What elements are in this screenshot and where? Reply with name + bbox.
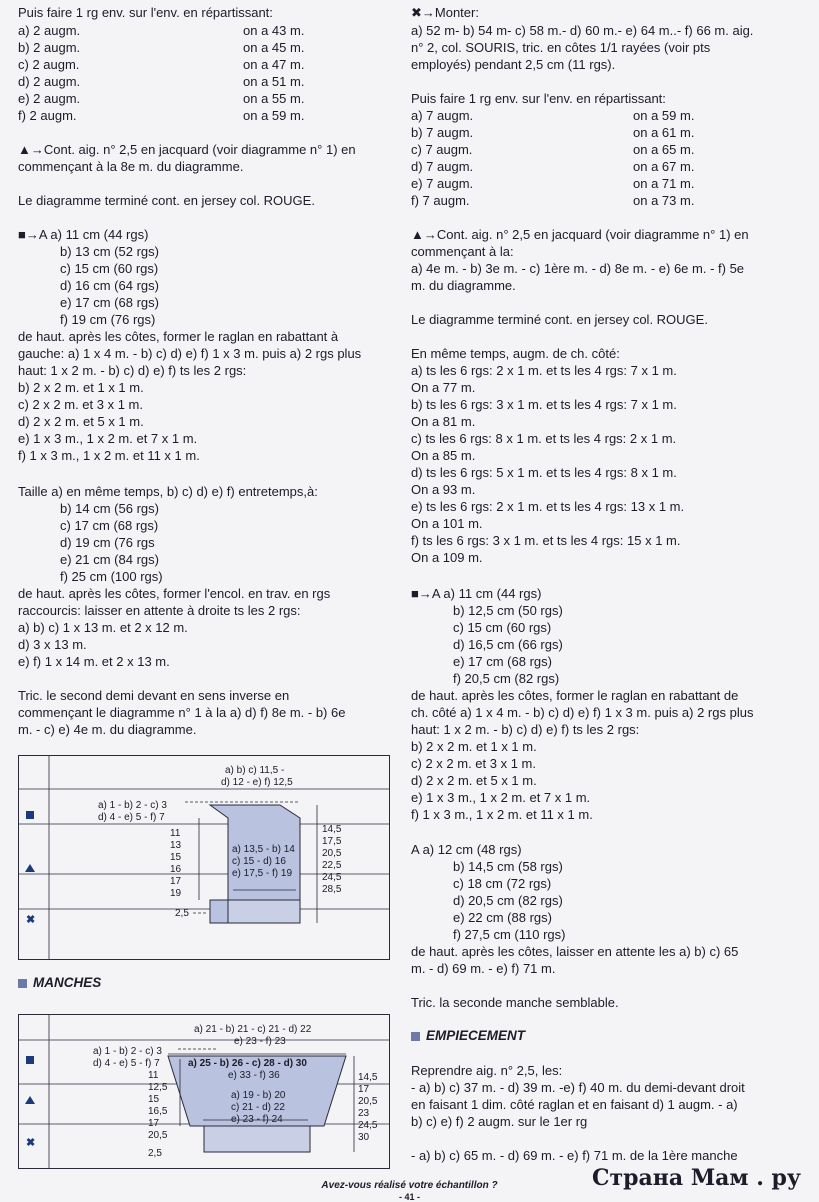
text-line: ▲→Cont. aig. n° 2,5 en jacquard (voir diagramme n° 1) en [411,227,749,242]
text-line: commençant à la: [411,244,514,259]
text-line: a) 52 m- b) 54 m- c) 58 m.- d) 60 m.- e) 64 m..- f) 66 m. aig. [411,23,754,38]
svg-text:✖: ✖ [26,914,36,926]
text-line: b) ts les 6 rgs: 3 x 1 m. et ts les 4 rgs: 7 x 1 m. [411,397,677,412]
text-line: On a 101 m. [411,516,483,531]
text-line: raccourcis: laisser en attente à droite ts les 2 rgs: [18,603,301,618]
text-line: e) ts les 6 rgs: 2 x 1 m. et ts les 4 rgs: 13 x 1 m. [411,499,685,514]
text-line: a) 4e m. - b) 3e m. - c) 1ère m. - d) 8e m. - e) 6e m. - f) 5e [411,261,745,276]
watermark: Страна Мам . ру [592,1165,801,1191]
text-line: Tric. le second demi devant en sens inverse en [18,688,290,703]
text-line: c) 18 cm (72 rgs) [453,876,552,891]
text-line: ■→A a) 11 cm (44 rgs) [411,586,542,601]
text-line: d) 16,5 cm (66 rgs) [453,637,563,652]
front-left-label: a) 1 - b) 2 - c) 3 [98,800,167,811]
text-line: Le diagramme terminé cont. en jersey col. ROUGE. [411,312,708,327]
sleeve-bottom-label: 2,5 [148,1148,162,1159]
text-line: d) 2 x 2 m. et 5 x 1 m. [411,773,537,788]
sleeve-left-label: a) 1 - b) 2 - c) 3 [93,1046,162,1057]
text-line: m. - c) e) 4e m. du diagramme. [18,722,197,737]
text-line: de haut. après les côtes, former l'encol. en trav. en rgs [18,586,331,601]
text-line: c) 2 x 2 m. et 3 x 1 m. [18,397,143,412]
front-top-label: a) b) c) 11,5 - [225,765,285,776]
text-line: f) 7 augm. on a 73 m. [411,193,695,208]
text-line: f) 25 cm (100 rgs) [60,569,163,584]
text-line: c) 15 cm (60 rgs) [60,261,159,276]
text-line: On a 77 m. [411,380,476,395]
text-line: de haut. après les côtes, laisser en attente les a) b) c) 65 [411,944,739,959]
text-line: ch. côté a) 1 x 4 m. - b) c) d) e) f) 1 x 3 m. puis a) 2 rgs plus [411,705,754,720]
text-line: c) 2 x 2 m. et 3 x 1 m. [411,756,536,771]
text-line: m. du diagramme. [411,278,516,293]
text-line: b) 13 cm (52 rgs) [60,244,159,259]
front-height: 17 [170,876,182,887]
sleeve-height: 17 [148,1118,160,1129]
text-line: b) 12,5 cm (50 rgs) [453,603,563,618]
square-bullet-icon [18,979,27,988]
front-right-height: 22,5 [322,860,342,871]
text-line: b) 14,5 cm (58 rgs) [453,859,563,874]
text-line: f) 1 x 3 m., 1 x 2 m. et 11 x 1 m. [411,807,593,822]
front-height: 16 [170,864,182,875]
footer-text: Avez-vous réalisé votre échantillon ? [321,1180,498,1191]
svg-text:✖: ✖ [26,1137,36,1149]
text-line: e) 22 cm (88 rgs) [453,910,552,925]
text-line: Reprendre aig. n° 2,5, les: [411,1063,563,1078]
text-line: f) ts les 6 rgs: 3 x 1 m. et ts les 4 rgs: 15 x 1 m. [411,533,681,548]
text-line: ✖→Monter: [411,5,479,20]
front-bottom-label: 2,5 [175,908,189,919]
section-title-manches: MANCHES [18,975,101,990]
front-schematic [18,755,390,960]
text-line: d) 20,5 cm (82 rgs) [453,893,563,908]
front-height: 19 [170,888,182,899]
text-line: A a) 12 cm (48 rgs) [411,842,522,857]
text-line: commençant le diagramme n° 1 à la a) d) f) 8e m. - b) 6e [18,705,346,720]
text-line: e) 21 cm (84 rgs) [60,552,159,567]
text-line: m. - d) 69 m. - e) f) 71 m. [411,961,556,976]
text-line: employés) pendant 2,5 cm (11 rgs). [411,57,616,72]
text-line: e) 7 augm. on a 71 m. [411,176,695,191]
text-line: a) 2 augm. on a 43 m. [18,23,305,38]
text-line: b) 14 cm (56 rgs) [60,501,159,516]
sleeve-right-height: 30 [358,1132,370,1143]
front-right-height: 17,5 [322,836,342,847]
sleeve-right-height: 24,5 [358,1120,378,1131]
text-line: en faisant 1 dim. côté raglan et en faisant d) 1 augm. - a) [411,1097,738,1112]
sleeve-height: 16,5 [148,1106,168,1117]
text-line: a) ts les 6 rgs: 2 x 1 m. et ts les 4 rgs: 7 x 1 m. [411,363,677,378]
text-line: b) 2 x 2 m. et 1 x 1 m. [411,739,537,754]
text-line: Taille a) en même temps, b) c) d) e) f) entretemps,à: [18,484,318,499]
text-line: Le diagramme terminé cont. en jersey col. ROUGE. [18,193,315,208]
text-line: c) 7 augm. on a 65 m. [411,142,695,157]
text-line: d) 7 augm. on a 67 m. [411,159,695,174]
front-left-label: d) 4 - e) 5 - f) 7 [98,812,165,823]
text-line: haut: 1 x 2 m. - b) c) d) e) f) ts les 2 rgs: [18,363,247,378]
text-line: e) 2 augm. on a 55 m. [18,91,305,106]
text-line: On a 85 m. [411,448,476,463]
sleeve-right-height: 20,5 [358,1096,378,1107]
text-line: On a 93 m. [411,482,476,497]
text-line: f) 1 x 3 m., 1 x 2 m. et 11 x 1 m. [18,448,200,463]
text-line: commençant à la 8e m. du diagramme. [18,159,244,174]
front-right-height: 24,5 [322,872,342,883]
text-line: ▲→Cont. aig. n° 2,5 en jacquard (voir diagramme n° 1) en [18,142,356,157]
sleeve-inner-top-label: e) 33 - f) 36 [228,1070,280,1081]
front-right-height: 20,5 [322,848,342,859]
text-line: f) 19 cm (76 rgs) [60,312,156,327]
text-line: d) 2 augm. on a 51 m. [18,74,305,89]
text-line: d) 16 cm (64 rgs) [60,278,159,293]
text-line: e) 1 x 3 m., 1 x 2 m. et 7 x 1 m. [18,431,198,446]
page-number: - 41 - [398,1192,420,1202]
text-line: gauche: a) 1 x 4 m. - b) c) d) e) f) 1 x 3 m. puis a) 2 rgs plus [18,346,362,361]
text-line: - a) b) c) 65 m. - d) 69 m. - e) f) 71 m. de la 1ère manche [411,1148,738,1163]
text-line: - a) b) c) 37 m. - d) 39 m. -e) f) 40 m. du demi-devant droit [411,1080,745,1095]
sleeve-height: 15 [148,1094,160,1105]
sleeve-height: 12,5 [148,1082,168,1093]
text-line: ■→A a) 11 cm (44 rgs) [18,227,149,242]
front-height: 11 [170,828,181,839]
sleeve-height: 20,5 [148,1130,168,1141]
text-line: haut: 1 x 2 m. - b) c) d) e) f) ts les 2 rgs: [411,722,640,737]
square-bullet-icon [411,1032,420,1041]
text-line: d) 19 cm (76 rgs [60,535,155,550]
front-right-height: 28,5 [322,884,342,895]
text-line: a) b) c) 1 x 13 m. et 2 x 12 m. [18,620,188,635]
front-right-height: 14,5 [322,824,342,835]
sleeve-height: 11 [148,1070,159,1081]
text-line: Puis faire 1 rg env. sur l'env. en répartissant: [18,5,273,20]
text-line: de haut. après les côtes, former le raglan en rabattant de [411,688,739,703]
sleeve-right-height: 17 [358,1084,370,1095]
text-line: a) 7 augm. on a 59 m. [411,108,695,123]
sleeve-right-height: 14,5 [358,1072,378,1083]
front-inner-label: e) 17,5 - f) 19 [232,868,293,879]
text-line: d) ts les 6 rgs: 5 x 1 m. et ts les 4 rgs: 8 x 1 m. [411,465,677,480]
text-line: b) c) e) f) 2 augm. sur le 1er rg [411,1114,588,1129]
text-line: c) 17 cm (68 rgs) [60,518,159,533]
sleeve-top-label: e) 23 - f) 23 [234,1036,286,1047]
text-line: e) 1 x 3 m., 1 x 2 m. et 7 x 1 m. [411,790,591,805]
text-line: f) 20,5 cm (82 rgs) [453,671,560,686]
text-line: c) ts les 6 rgs: 8 x 1 m. et ts les 4 rgs: 2 x 1 m. [411,431,677,446]
text-line: f) 27,5 cm (110 rgs) [453,927,566,942]
sleeve-schematic [18,1014,390,1169]
sleeve-inner-label: e) 23 - f) 24 [231,1114,283,1125]
text-line: Puis faire 1 rg env. sur l'env. en répartissant: [411,91,666,106]
text-line: f) 2 augm. on a 59 m. [18,108,305,123]
text-line: de haut. après les côtes, former le raglan en rabattant à [18,329,339,344]
front-inner-label: c) 15 - d) 16 [232,856,286,867]
text-line: On a 81 m. [411,414,476,429]
text-line: c) 15 cm (60 rgs) [453,620,552,635]
sleeve-right-height: 23 [358,1108,370,1119]
text-line: n° 2, col. SOURIS, tric. en côtes 1/1 rayées (voir pts [411,40,711,55]
sleeve-top-label: a) 21 - b) 21 - c) 21 - d) 22 [194,1024,312,1035]
sleeve-inner-top-label: a) 25 - b) 26 - c) 28 - d) 30 [188,1058,307,1069]
sleeve-inner-label: a) 19 - b) 20 [231,1090,286,1101]
text-line: b) 2 augm. on a 45 m. [18,40,305,55]
sleeve-schematic-lines [18,1014,390,1169]
section-title-empiecement: EMPIECEMENT [411,1028,525,1043]
front-inner-label: a) 13,5 - b) 14 [232,844,295,855]
text-line: En même temps, augm. de ch. côté: [411,346,620,361]
sleeve-inner-label: c) 21 - d) 22 [231,1102,285,1113]
front-height: 13 [170,840,182,851]
text-line: b) 7 augm. on a 61 m. [411,125,695,140]
text-line: Tric. la seconde manche semblable. [411,995,619,1010]
text-line: e) 17 cm (68 rgs) [453,654,552,669]
text-line: e) 17 cm (68 rgs) [60,295,159,310]
text-line: d) 3 x 13 m. [18,637,87,652]
front-height: 15 [170,852,182,863]
text-line: e) f) 1 x 14 m. et 2 x 13 m. [18,654,170,669]
text-line: c) 2 augm. on a 47 m. [18,57,305,72]
text-line: b) 2 x 2 m. et 1 x 1 m. [18,380,144,395]
text-line: On a 109 m. [411,550,483,565]
front-top-label: d) 12 - e) f) 12,5 [221,777,293,788]
text-line: d) 2 x 2 m. et 5 x 1 m. [18,414,144,429]
sleeve-left-label: d) 4 - e) 5 - f) 7 [93,1058,160,1069]
